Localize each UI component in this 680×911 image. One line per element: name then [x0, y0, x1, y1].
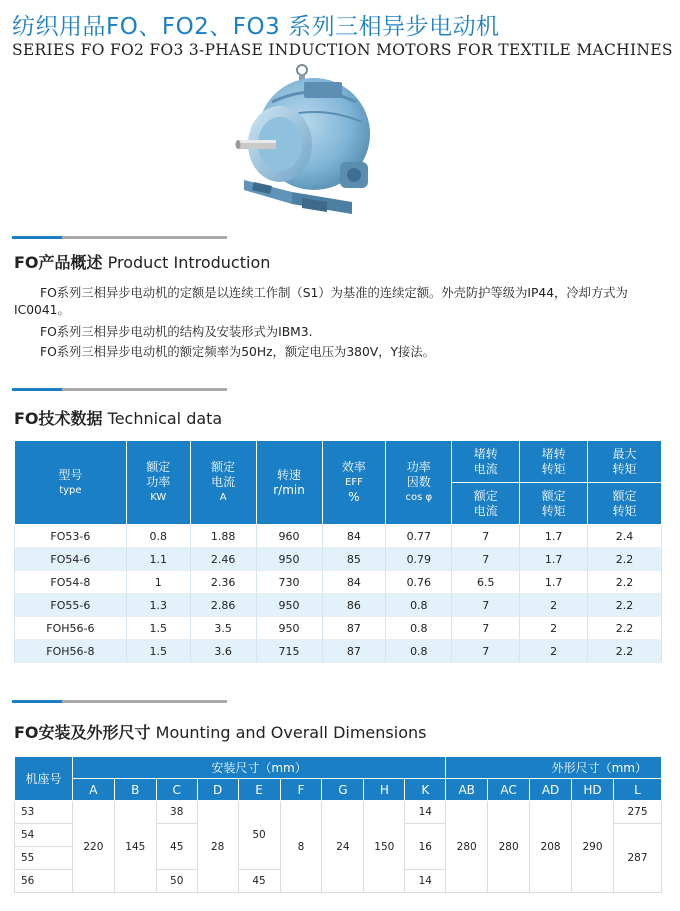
table-cell: 960 — [256, 525, 322, 548]
outline-dims-header: 外形尺寸（mm） — [446, 757, 662, 779]
col-header-max-torque-bottom — [588, 483, 662, 525]
table-cell: 86 — [322, 594, 386, 617]
table-cell: 1.7 — [520, 525, 588, 548]
frame-cell: 56 — [15, 870, 73, 893]
lr-current-bottom: 额定电流 — [473, 488, 498, 518]
dim-C: 45 — [156, 824, 197, 870]
page-subtitle: SERIES FO FO2 FO3 3-PHASE INDUCTION MOTORS FOR TEXTILE MACHINES — [12, 41, 673, 59]
power-unit: KW — [150, 492, 167, 503]
col-header-lr-torque-bottom — [520, 483, 588, 525]
dim-L: 287 — [613, 824, 661, 893]
dim-C: 50 — [156, 870, 197, 893]
table-cell: 950 — [256, 548, 322, 571]
table-cell: 1.1 — [126, 548, 190, 571]
table-cell: FOH56-6 — [15, 617, 127, 640]
lr-torque-top: 堵转转矩 — [541, 446, 566, 476]
dim-C: 38 — [156, 801, 197, 824]
table-cell: 87 — [322, 617, 386, 640]
current-unit: A — [219, 492, 227, 503]
dim-col-header: AC — [488, 779, 530, 801]
table-cell: 3.6 — [190, 640, 256, 663]
table-cell: 3.5 — [190, 617, 256, 640]
dim-L: 275 — [613, 801, 661, 824]
dim-col-header: K — [405, 779, 446, 801]
table-cell: 0.8 — [386, 617, 452, 640]
table-cell: FO55-6 — [15, 594, 127, 617]
table-cell: 950 — [256, 594, 322, 617]
frame-cell: 53 — [15, 801, 73, 824]
table-cell: 0.76 — [386, 571, 452, 594]
intro-paragraph-1: FO系列三相异步电动机的定额是以连续工作制（S1）为基准的连续定额。外壳防护等级为IP44，冷却方式为IC0041。 — [14, 286, 628, 317]
table-cell: FOH56-8 — [15, 640, 127, 663]
eff-en: EFF — [345, 477, 363, 488]
table-row — [15, 525, 662, 548]
col-header-max-torque-top — [588, 441, 662, 483]
tech-title-en: Technical data — [107, 409, 223, 428]
dim-AC: 280 — [488, 801, 530, 893]
dims-section-title — [14, 720, 426, 743]
dim-col-header: AB — [446, 779, 488, 801]
technical-data-table — [14, 440, 662, 663]
type-en: type — [59, 484, 82, 496]
table-cell: 2.36 — [190, 571, 256, 594]
table-cell: 0.79 — [386, 548, 452, 571]
frame-cell: 54 — [15, 824, 73, 847]
table-cell: 2.2 — [588, 548, 662, 571]
table-cell: 2.2 — [588, 617, 662, 640]
dim-col-header: AD — [530, 779, 572, 801]
dim-col-header: B — [114, 779, 156, 801]
dim-B: 145 — [114, 801, 156, 893]
col-header-power — [126, 441, 190, 525]
lr-current-top: 堵转电流 — [473, 446, 498, 476]
dim-E: 50 — [238, 801, 280, 870]
dim-K: 14 — [405, 870, 446, 893]
table-row — [15, 594, 662, 617]
col-header-lr-current-bottom — [452, 483, 520, 525]
table-cell: 7 — [452, 640, 520, 663]
table-cell: 2 — [520, 617, 588, 640]
intro-paragraph-3: FO系列三相异步电动机的额定频率为50Hz，额定电压为380V，Y接法。 — [40, 345, 435, 359]
table-row — [15, 571, 662, 594]
table-row — [15, 640, 662, 663]
max-torque-top: 最大转矩 — [612, 446, 637, 476]
intro-section-title — [14, 250, 270, 273]
dims-title-cn: FO安装及外形尺寸 — [14, 723, 151, 742]
dimensions-table — [14, 756, 662, 893]
table-cell: 1.3 — [126, 594, 190, 617]
dim-HD: 290 — [572, 801, 614, 893]
table-cell: 950 — [256, 617, 322, 640]
table-cell: 84 — [322, 571, 386, 594]
power-cn: 额定功率 — [146, 460, 171, 489]
tech-section-title — [14, 406, 222, 429]
table-cell: 2.2 — [588, 640, 662, 663]
eff-unit: % — [348, 490, 360, 504]
current-cn: 额定电流 — [211, 460, 236, 489]
table-cell: 7 — [452, 594, 520, 617]
table-cell: 2.4 — [588, 525, 662, 548]
dim-K: 14 — [405, 801, 446, 824]
dim-col-header: E — [238, 779, 280, 801]
intro-title-cn: FO产品概述 — [14, 253, 103, 272]
table-cell: 7 — [452, 617, 520, 640]
section-rule — [12, 700, 227, 703]
col-header-lr-current-top — [452, 441, 520, 483]
table-cell: 7 — [452, 525, 520, 548]
table-cell: FO54-6 — [15, 548, 127, 571]
tech-title-cn: FO技术数据 — [14, 409, 103, 428]
dim-col-header: C — [156, 779, 197, 801]
table-cell: FO53-6 — [15, 525, 127, 548]
table-cell: 0.8 — [126, 525, 190, 548]
col-header-speed — [256, 441, 322, 525]
dim-col-header: F — [280, 779, 322, 801]
col-header-type — [15, 441, 127, 525]
speed-cn: 转速 — [277, 467, 302, 482]
motor-image — [232, 62, 382, 232]
table-cell: 7 — [452, 548, 520, 571]
table-cell: 1.5 — [126, 640, 190, 663]
page-title: 纺织用品FO、FO2、FO3 系列三相异步电动机 — [12, 14, 500, 40]
table-cell: 2 — [520, 640, 588, 663]
dim-K: 16 — [405, 824, 446, 870]
max-torque-bottom: 额定转矩 — [612, 488, 637, 518]
dim-AD: 208 — [530, 801, 572, 893]
dim-col-header: D — [197, 779, 238, 801]
table-cell: 1.88 — [190, 525, 256, 548]
install-dims-header: 安装尺寸（mm） — [72, 757, 445, 779]
table-cell: 84 — [322, 525, 386, 548]
pf-unit: cos φ — [405, 492, 433, 503]
table-row — [15, 548, 662, 571]
intro-paragraph-2: FO系列三相异步电动机的结构及安装形式为IBM3. — [40, 325, 313, 339]
col-header-lr-torque-top — [520, 441, 588, 483]
table-cell: 2.2 — [588, 594, 662, 617]
table-cell: 0.8 — [386, 594, 452, 617]
table-cell: 1.7 — [520, 571, 588, 594]
table-cell: 715 — [256, 640, 322, 663]
dim-G: 24 — [322, 801, 364, 893]
frame-header: 机座号 — [15, 757, 73, 801]
table-cell: 0.77 — [386, 525, 452, 548]
dim-H: 150 — [364, 801, 405, 893]
dim-E: 45 — [238, 870, 280, 893]
section-rule — [12, 236, 227, 239]
table-row — [15, 617, 662, 640]
frame-cell: 55 — [15, 847, 73, 870]
lr-torque-bottom: 额定转矩 — [541, 488, 566, 518]
dim-col-header: L — [613, 779, 661, 801]
table-cell: 1.7 — [520, 548, 588, 571]
table-cell: 0.8 — [386, 640, 452, 663]
dim-col-header: G — [322, 779, 364, 801]
table-cell: FO54-8 — [15, 571, 127, 594]
table-cell: 87 — [322, 640, 386, 663]
col-header-current — [190, 441, 256, 525]
table-cell: 2 — [520, 594, 588, 617]
dim-col-header: A — [72, 779, 114, 801]
eff-cn: 效率 — [341, 460, 366, 474]
table-cell: 2.2 — [588, 571, 662, 594]
intro-title-en: Product Introduction — [107, 253, 271, 272]
table-cell: 730 — [256, 571, 322, 594]
col-header-pf — [386, 441, 452, 525]
dim-col-header: H — [364, 779, 405, 801]
table-cell: 2.46 — [190, 548, 256, 571]
dim-col-header: HD — [572, 779, 614, 801]
pf-cn: 功率因数 — [406, 460, 431, 489]
table-cell: 1 — [126, 571, 190, 594]
dim-F: 8 — [280, 801, 322, 893]
table-cell: 1.5 — [126, 617, 190, 640]
dims-title-en: Mounting and Overall Dimensions — [155, 723, 427, 742]
table-cell: 2.86 — [190, 594, 256, 617]
type-cn: 型号 — [58, 467, 83, 482]
dim-AB: 280 — [446, 801, 488, 893]
table-cell: 85 — [322, 548, 386, 571]
dim-A: 220 — [72, 801, 114, 893]
table-cell: 6.5 — [452, 571, 520, 594]
col-header-eff — [322, 441, 386, 525]
speed-unit: r/min — [273, 482, 305, 497]
section-rule — [12, 388, 227, 391]
dim-D: 28 — [197, 801, 238, 893]
